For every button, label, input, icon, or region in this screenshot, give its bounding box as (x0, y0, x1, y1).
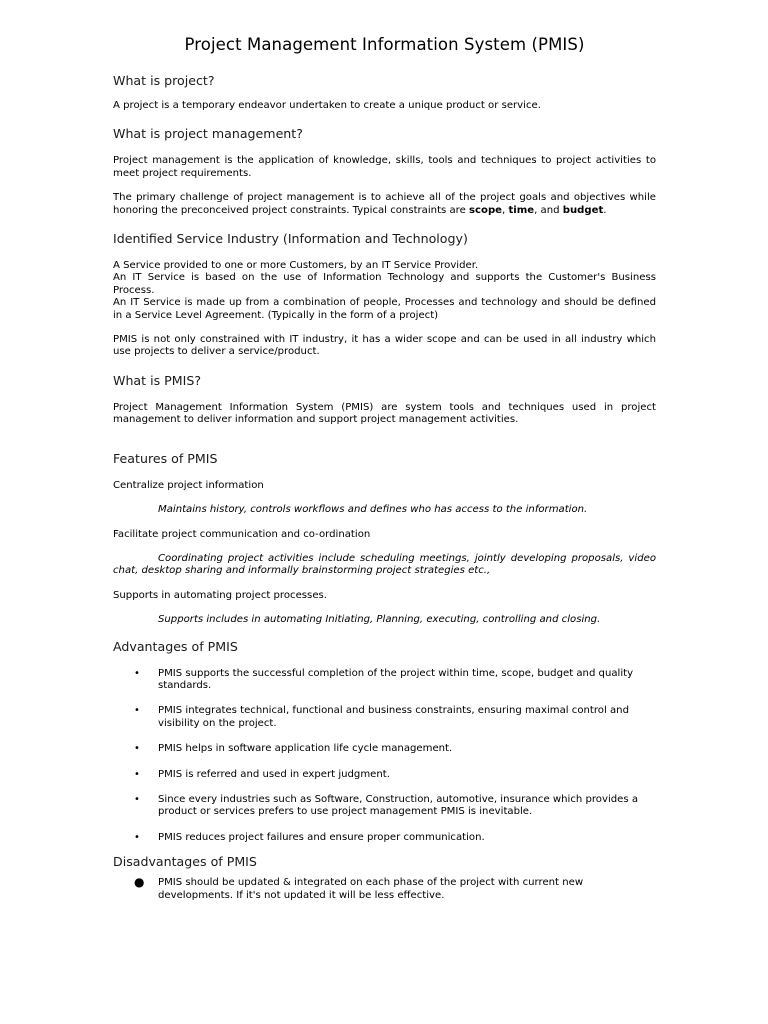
paragraph-service-line-3: An IT Service is made up from a combination of people, Processes and technology and should be defined in a Service Level Agreement. (Typically in the form of a project) (113, 297, 656, 321)
feature-label: Supports in automating project processes. (113, 589, 327, 601)
constraint-time: time (508, 204, 535, 216)
paragraph-project-definition: A project is a temporary endeavor undertaken to create a unique product or service. (113, 100, 541, 111)
constraint-scope: scope (469, 204, 503, 216)
heading-what-is-pmis: What is PMIS? (113, 372, 202, 388)
feature-detail: Coordinating project activities include scheduling meetings, jointly developing proposals, video chat, desktop sharing and informally brainstorming project strategies etc., (113, 552, 656, 577)
list-item (113, 877, 656, 902)
list-item (113, 743, 656, 755)
heading-features: Features of PMIS (113, 450, 218, 466)
feature-detail: Supports includes in automating Initiating, Planning, executing, controlling and closing. (158, 614, 601, 626)
bullet-icon: • (134, 705, 140, 717)
list-item-text: PMIS should be updated & integrated on each phase of the project with current new developments. If it's not updated it will be less effective. (158, 877, 584, 901)
separator: , (502, 204, 509, 216)
paragraph-pmis-scope: PMIS is not only constrained with IT industry, it has a wider scope and can be used in all industry which use projects to deliver a service/product. (113, 334, 656, 358)
paragraph-service-line-1: A Service provided to one or more Customers, by an IT Service Provider. (113, 260, 479, 272)
bullet-icon: • (134, 768, 140, 780)
bullet-icon: • (134, 743, 140, 755)
bullet-icon: • (134, 667, 140, 679)
list-item (113, 794, 656, 819)
bullet-icon: • (134, 793, 140, 805)
bullet-icon: ● (134, 875, 145, 890)
document-title: Project Management Information System (PMIS) (184, 35, 585, 54)
list-item-text: Since every industries such as Software, Construction, automotive, insurance which provides a product or services prefers to use project management PMIS is inevitable. (158, 793, 639, 818)
separator: , and (534, 204, 563, 216)
list-item-text: PMIS integrates technical, functional and business constraints, ensuring maximal control and visibility on the project. (158, 705, 629, 729)
list-item (113, 668, 656, 693)
feature-label: Centralize project information (113, 479, 264, 491)
list-item-text: PMIS supports the successful completion of the project within time, scope, budget and quality standards. (158, 667, 634, 691)
period: . (603, 204, 607, 216)
paragraph-pmis-definition: Project Management Information System (PMIS) are system tools and techniques used in project management to deliver information and support project management activities. (113, 401, 656, 426)
heading-what-is-project: What is project? (113, 73, 215, 88)
list-item-text: PMIS helps in software application life cycle management. (158, 743, 453, 755)
heading-service-industry: Identified Service Industry (Information and Technology) (113, 231, 468, 247)
list-item-text: PMIS reduces project failures and ensure proper communication. (158, 831, 485, 843)
heading-disadvantages: Disadvantages of PMIS (113, 854, 257, 870)
paragraph-pm-challenge (113, 192, 656, 217)
disadvantages-list (113, 877, 656, 902)
paragraph-pm-definition: Project management is the application of knowledge, skills, tools and techniques to project activities to meet project requirements. (113, 155, 656, 179)
constraint-budget: budget (562, 204, 604, 216)
heading-what-is-project-management: What is project management? (113, 126, 303, 142)
list-item (113, 832, 656, 844)
paragraph-service-line-2: An IT Service is based on the use of Information Technology and supports the Customer's Business Process. (113, 272, 656, 296)
list-item (113, 705, 656, 730)
pm-challenge-text: The primary challenge of project management is to achieve all of the project goals and objectives while honoring the preconceived project constraints. Typical constraints are (113, 192, 656, 216)
heading-advantages: Advantages of PMIS (113, 638, 238, 654)
feature-label: Facilitate project communication and co-ordination (113, 528, 371, 540)
feature-detail: Maintains history, controls workflows and defines who has access to the information. (158, 504, 588, 516)
bullet-icon: • (134, 831, 140, 843)
advantages-list (113, 668, 656, 845)
list-item-text: PMIS is referred and used in expert judgment. (158, 768, 390, 780)
list-item (113, 769, 656, 781)
